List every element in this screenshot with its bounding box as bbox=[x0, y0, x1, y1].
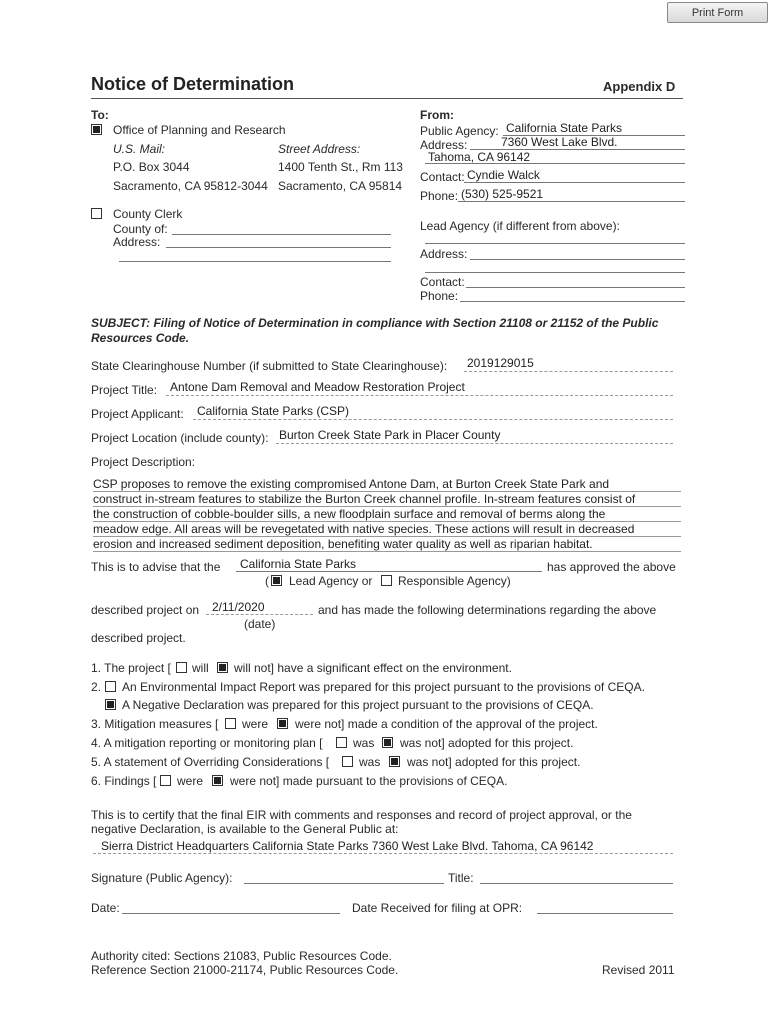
d3-were-label: were bbox=[242, 717, 269, 731]
d6-were-not-label: were not] made pursuant to the provisions of CEQA. bbox=[230, 774, 508, 788]
certify-text-2: negative Declaration, is available to the General Public at: bbox=[91, 822, 399, 836]
d3-were-not-label: were not] made a condition of the approval of the project. bbox=[295, 717, 598, 731]
d4-was-checkbox[interactable] bbox=[336, 737, 347, 748]
d1-will-label: will bbox=[192, 661, 209, 675]
lead-agency-label: Lead Agency (if different from above): bbox=[420, 219, 620, 233]
lead-contact-label: Contact: bbox=[420, 275, 465, 289]
determination-6-prefix: 6. Findings [ bbox=[91, 774, 157, 788]
d2-eir-label: An Environmental Impact Report was prepared for this project pursuant to the provisions of CEQA. bbox=[122, 680, 645, 694]
contact-value[interactable]: Cyndie Walck bbox=[467, 168, 540, 182]
d2-eir-checkbox[interactable] bbox=[105, 681, 116, 692]
responsible-agency-option: Responsible Agency) bbox=[398, 574, 511, 588]
description-line: meadow edge. All areas will be revegetated with native species. These actions will result in decreased bbox=[93, 522, 635, 536]
public-agency-value[interactable]: California State Parks bbox=[506, 121, 623, 135]
d1-will-checkbox[interactable] bbox=[176, 662, 187, 673]
sch-underline bbox=[464, 371, 673, 372]
date-received-label: Date Received for filing at OPR: bbox=[352, 901, 523, 915]
city-street: Sacramento, CA 95814 bbox=[278, 179, 403, 193]
county-address-field-2[interactable] bbox=[119, 261, 391, 262]
project-title-underline bbox=[166, 395, 673, 396]
county-of-field[interactable] bbox=[172, 234, 391, 235]
header-rule bbox=[91, 98, 683, 99]
d5-was-checkbox[interactable] bbox=[342, 756, 353, 767]
city-mail: Sacramento, CA 95812-3044 bbox=[113, 179, 268, 193]
to-heading: To: bbox=[91, 108, 109, 122]
print-form-button[interactable]: Print Form bbox=[667, 2, 768, 23]
d4-was-not-checkbox[interactable] bbox=[382, 737, 393, 748]
authority-cited: Authority cited: Sections 21083, Public Resources Code. bbox=[91, 949, 392, 963]
county-address-field[interactable] bbox=[166, 247, 391, 248]
lead-agency-field[interactable] bbox=[425, 243, 685, 244]
d2-neg-checkbox[interactable] bbox=[105, 699, 116, 710]
appendix-label: Appendix D bbox=[603, 79, 676, 94]
described-end: described project. bbox=[91, 631, 186, 645]
opr-checkbox[interactable] bbox=[91, 124, 102, 135]
address-underline-2 bbox=[425, 163, 685, 164]
sig-title-field[interactable] bbox=[480, 883, 673, 884]
description-rule bbox=[93, 506, 681, 507]
description-line: the construction of cobble-boulder sills, a new floodplain surface and removal of berms along the bbox=[93, 507, 606, 521]
contact-underline bbox=[464, 182, 685, 183]
county-address-label: Address: bbox=[113, 235, 161, 249]
address-line1-value[interactable]: 7360 West Lake Blvd. bbox=[501, 135, 618, 149]
phone-underline bbox=[458, 201, 685, 202]
d3-were-checkbox[interactable] bbox=[225, 718, 236, 729]
d3-were-not-checkbox[interactable] bbox=[277, 718, 288, 729]
po-box: P.O. Box 3044 bbox=[113, 160, 190, 174]
d5-was-not-checkbox[interactable] bbox=[389, 756, 400, 767]
lead-address-label: Address: bbox=[420, 247, 468, 261]
description-rule bbox=[93, 551, 681, 552]
location-value[interactable]: Burton Creek State Park in Placer County bbox=[279, 428, 501, 442]
lead-phone-label: Phone: bbox=[420, 289, 459, 303]
signature-label: Signature (Public Agency): bbox=[91, 871, 233, 885]
d4-was-label: was bbox=[353, 736, 375, 750]
page-title: Notice of Determination bbox=[91, 74, 295, 94]
advise-prefix: This is to advise that the bbox=[91, 560, 221, 574]
address-line2-value[interactable]: Tahoma, CA 96142 bbox=[428, 150, 531, 164]
lead-address-field-2[interactable] bbox=[425, 272, 685, 273]
d1-will-not-label: will not] have a significant effect on the environment. bbox=[234, 661, 512, 675]
date-caption: (date) bbox=[244, 617, 276, 631]
project-title-value[interactable]: Antone Dam Removal and Meadow Restoration Project bbox=[170, 380, 465, 394]
d4-was-not-label: was not] adopted for this project. bbox=[400, 736, 574, 750]
sig-title-label: Title: bbox=[448, 871, 474, 885]
determination-5-prefix: 5. A statement of Overriding Considerations [ bbox=[91, 755, 330, 769]
described-suffix: and has made the following determinations regarding the above bbox=[318, 603, 657, 617]
phone-label: Phone: bbox=[420, 189, 459, 203]
d1-will-not-checkbox[interactable] bbox=[217, 662, 228, 673]
description-rule bbox=[93, 536, 681, 537]
project-description[interactable] bbox=[93, 477, 683, 552]
applicant-label: Project Applicant: bbox=[91, 407, 184, 421]
d6-were-not-checkbox[interactable] bbox=[212, 775, 223, 786]
subject-heading: SUBJECT: Filing of Notice of Determination in compliance with Section 21108 or 21152 of the Public Resources Code. bbox=[91, 316, 659, 345]
d6-were-checkbox[interactable] bbox=[160, 775, 171, 786]
description-line: CSP proposes to remove the existing compromised Antone Dam, at Burton Creek State Park and bbox=[93, 477, 610, 491]
date-received-field[interactable] bbox=[537, 913, 673, 914]
county-clerk-label: County Clerk bbox=[113, 207, 183, 221]
advise-agency-underline bbox=[236, 571, 542, 572]
description-rule bbox=[93, 521, 681, 522]
description-line: construct in-stream features to stabilize the Burton Creek channel profile. In-stream features consist of bbox=[93, 492, 636, 506]
revised-label: Revised 2011 bbox=[602, 963, 675, 977]
d2-neg-label: A Negative Declaration was prepared for this project pursuant to the provisions of CEQA. bbox=[122, 698, 594, 712]
public-agency-label: Public Agency: bbox=[420, 124, 499, 138]
sch-value[interactable]: 2019129015 bbox=[467, 356, 534, 370]
opr-label: Office of Planning and Research bbox=[113, 123, 286, 137]
open-paren: ( bbox=[265, 574, 269, 588]
lead-contact-field[interactable] bbox=[466, 287, 685, 288]
lead-agency-checkbox[interactable] bbox=[271, 575, 282, 586]
advise-suffix: has approved the above bbox=[547, 560, 676, 574]
sch-label: State Clearinghouse Number (if submitted to State Clearinghouse): bbox=[91, 359, 448, 373]
certify-location-underline bbox=[93, 853, 673, 854]
project-title-label: Project Title: bbox=[91, 383, 158, 397]
street-label: Street Address: bbox=[278, 142, 361, 156]
determination-1-prefix: 1. The project [ bbox=[91, 661, 171, 675]
description-label: Project Description: bbox=[91, 455, 196, 469]
location-label: Project Location (include county): bbox=[91, 431, 269, 445]
determination-2-prefix: 2. bbox=[91, 680, 102, 694]
lead-address-field[interactable] bbox=[470, 259, 685, 260]
d6-were-label: were bbox=[177, 774, 204, 788]
approval-date-underline bbox=[206, 614, 313, 615]
mail-label: U.S. Mail: bbox=[113, 142, 166, 156]
reference-section: Reference Section 21000-21174, Public Resources Code. bbox=[91, 963, 399, 977]
description-line: erosion and increased sediment deposition, benefiting water quality as well as riparian habitat. bbox=[93, 537, 593, 551]
responsible-agency-checkbox[interactable] bbox=[381, 575, 392, 586]
county-clerk-checkbox[interactable] bbox=[91, 208, 102, 219]
determination-3-prefix: 3. Mitigation measures [ bbox=[91, 717, 219, 731]
from-heading: From: bbox=[420, 108, 454, 122]
d5-was-not-label: was not] adopted for this project. bbox=[407, 755, 581, 769]
applicant-underline bbox=[193, 419, 673, 420]
certify-text-1: This is to certify that the final EIR with comments and responses and record of project approval, or the bbox=[91, 808, 632, 822]
approval-date-value[interactable]: 2/11/2020 bbox=[212, 600, 265, 614]
address-label: Address: bbox=[420, 138, 468, 152]
lead-agency-option: Lead Agency or bbox=[289, 574, 373, 588]
certify-location-value[interactable]: Sierra District Headquarters California State Parks 7360 West Lake Blvd. Tahoma, CA 96142 bbox=[101, 839, 594, 853]
applicant-value[interactable]: California State Parks (CSP) bbox=[197, 404, 350, 418]
signature-field[interactable] bbox=[244, 883, 444, 884]
contact-label: Contact: bbox=[420, 170, 465, 184]
street-address: 1400 Tenth St., Rm 113 bbox=[278, 160, 403, 174]
advise-agency-value[interactable]: California State Parks bbox=[240, 557, 357, 571]
d5-was-label: was bbox=[359, 755, 381, 769]
described-prefix: described project on bbox=[91, 603, 200, 617]
description-rule bbox=[93, 491, 681, 492]
determination-4-prefix: 4. A mitigation reporting or monitoring plan [ bbox=[91, 736, 323, 750]
location-underline bbox=[276, 443, 673, 444]
date-label: Date: bbox=[91, 901, 120, 915]
county-of-label: County of: bbox=[113, 222, 168, 236]
phone-value[interactable]: (530) 525-9521 bbox=[461, 187, 544, 201]
lead-phone-field[interactable] bbox=[460, 301, 685, 302]
date-field[interactable] bbox=[122, 913, 340, 914]
